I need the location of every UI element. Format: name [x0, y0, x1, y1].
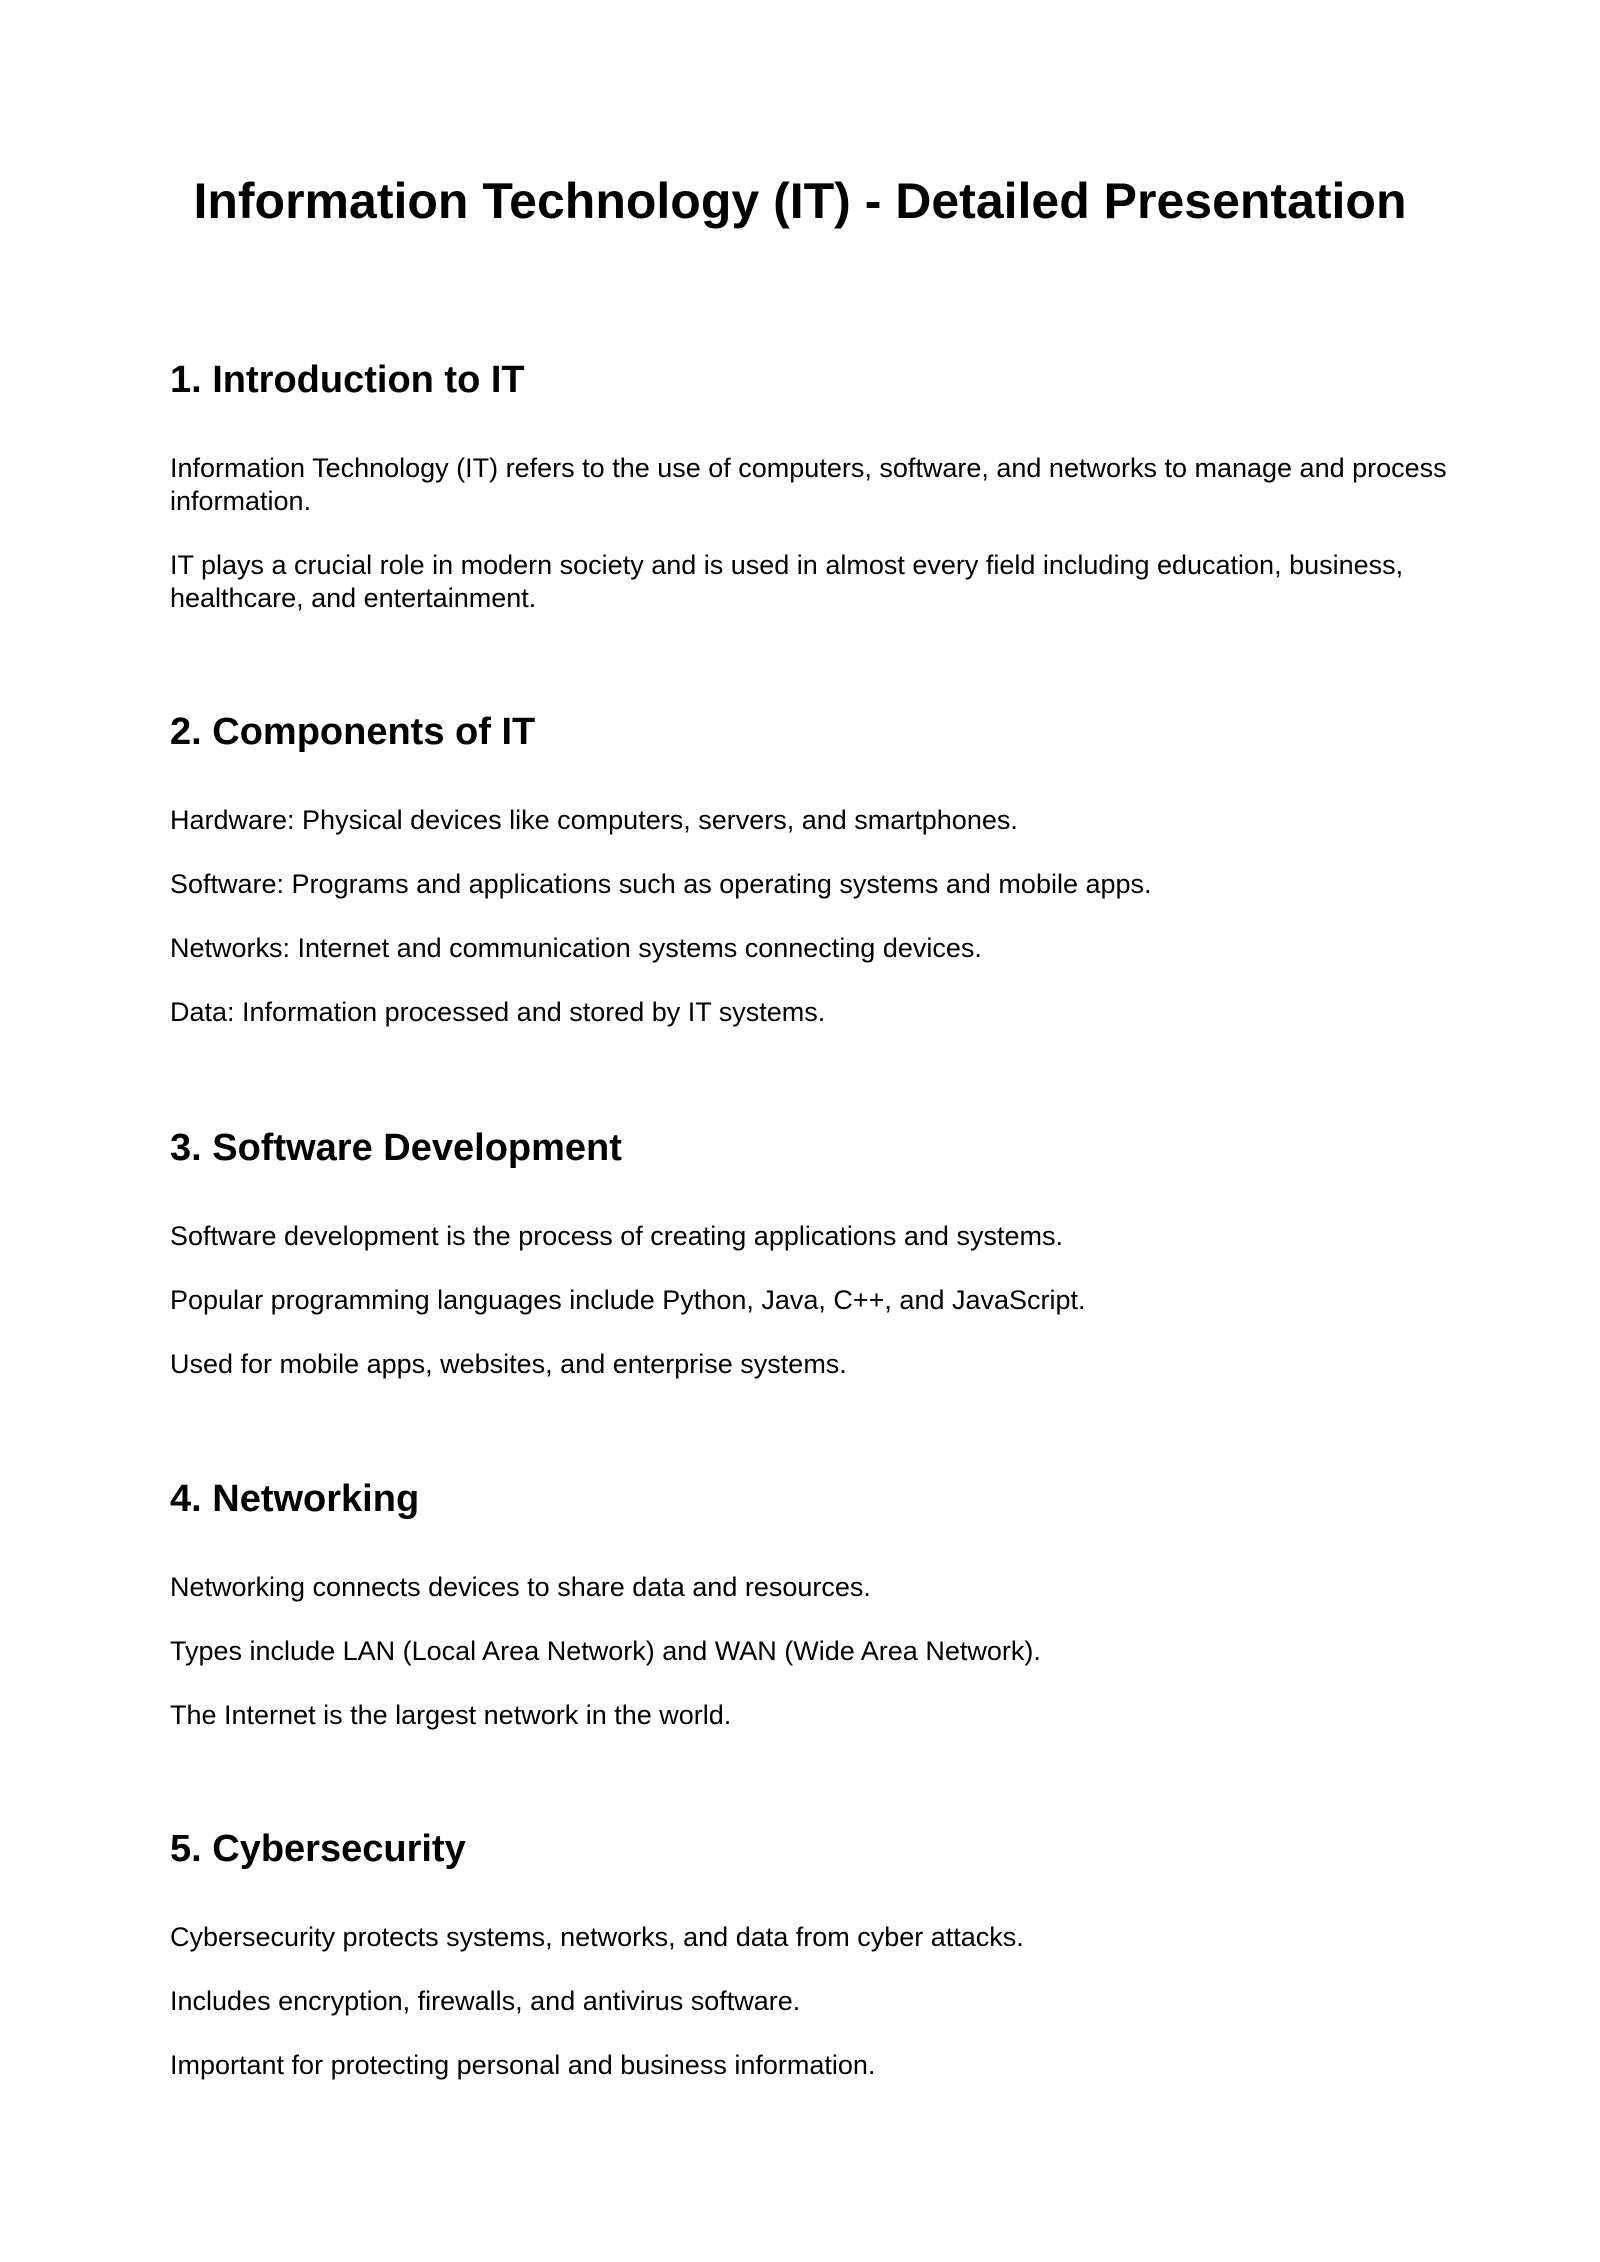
paragraph: Includes encryption, firewalls, and antivirus software.: [170, 1986, 801, 2016]
paragraph: Information Technology (IT) refers to the use of computers, software, and networks to manage and process information.: [170, 453, 1447, 516]
section-heading: 3. Software Development: [170, 1127, 622, 1169]
paragraph: Important for protecting personal and business information.: [170, 2050, 876, 2080]
section-networking: [170, 1476, 1450, 1732]
paragraph: Networking connects devices to share data and resources.: [170, 1572, 871, 1602]
paragraph: Types include LAN (Local Area Network) and WAN (Wide Area Network).: [170, 1636, 1041, 1666]
section-cybersecurity: [170, 1826, 1450, 2082]
paragraph: The Internet is the largest network in the world.: [170, 1700, 732, 1730]
document-title: Information Technology (IT) - Detailed Presentation: [193, 173, 1407, 229]
paragraph: Used for mobile apps, websites, and enterprise systems.: [170, 1349, 847, 1379]
section-introduction: [170, 357, 1450, 615]
paragraph: Software development is the process of creating applications and systems.: [170, 1221, 1063, 1251]
paragraph: Cybersecurity protects systems, networks, and data from cyber attacks.: [170, 1922, 1024, 1952]
section-software-development: [170, 1125, 1450, 1381]
section-heading: 5. Cybersecurity: [170, 1828, 466, 1870]
section-heading: 2. Components of IT: [170, 711, 536, 753]
paragraph: Networks: Internet and communication systems connecting devices.: [170, 933, 982, 963]
paragraph: Software: Programs and applications such as operating systems and mobile apps.: [170, 869, 1152, 899]
paragraph: Popular programming languages include Python, Java, C++, and JavaScript.: [170, 1285, 1086, 1315]
paragraph: Hardware: Physical devices like computers, servers, and smartphones.: [170, 805, 1018, 835]
paragraph: IT plays a crucial role in modern society and is used in almost every field including education, business, healthcare, and entertainment.: [170, 550, 1404, 613]
section-components: [170, 709, 1450, 1029]
section-heading: 4. Networking: [170, 1478, 420, 1520]
section-heading: 1. Introduction to IT: [170, 359, 525, 401]
paragraph: Data: Information processed and stored by IT systems.: [170, 997, 826, 1027]
